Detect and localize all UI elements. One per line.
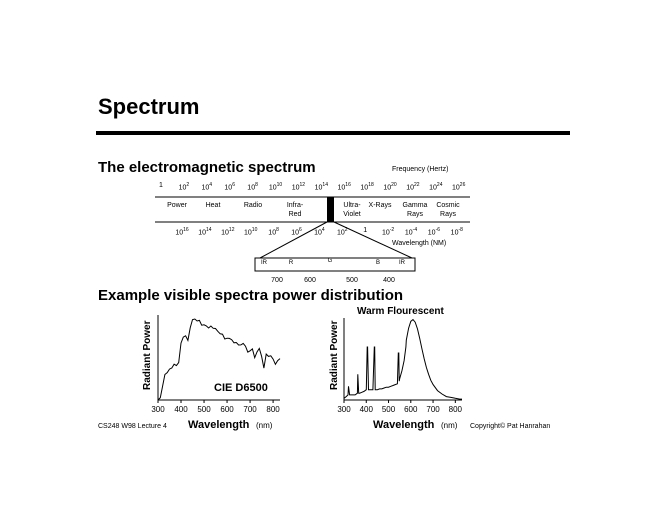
x-tick-label: 700 <box>243 405 257 414</box>
x-tick-label: 400 <box>359 405 373 414</box>
wavelength-label: Wavelength (NM) <box>392 240 447 247</box>
wavelength-tick: $10^6$ <box>291 227 302 237</box>
frequency-tick: $10^{18}$ <box>360 182 374 192</box>
band-label: X-Rays <box>368 202 392 209</box>
band-label: Heat <box>205 202 221 209</box>
frequency-tick: $10^{22}$ <box>406 182 420 192</box>
band-label: Cosmic Rays <box>436 202 460 218</box>
wavelength-tick: $10^{-8}$ <box>450 227 463 237</box>
band-label: Ultra- Violet <box>343 202 361 218</box>
section-visible-spectra: Example visible spectra power distribution <box>98 287 404 304</box>
x-tick-label: 500 <box>197 405 211 414</box>
wavelength-tick: $10^4$ <box>314 227 325 237</box>
x-tick-label: 800 <box>448 405 463 414</box>
visible-tick: 700 <box>271 277 283 284</box>
wavelength-tick: $10^{-6}$ <box>427 227 441 237</box>
frequency-tick: 1 <box>159 182 163 189</box>
visible-tick: 600 <box>304 277 316 284</box>
plot1-xlabel: Wavelength <box>188 419 250 431</box>
frequency-tick: $10^4$ <box>201 182 213 192</box>
wavelength-tick: $10^{12}$ <box>221 227 235 237</box>
x-tick-label: 500 <box>381 405 396 414</box>
wavelength-tick: $10^{-2}$ <box>381 227 395 237</box>
frequency-tick: $10^{24}$ <box>429 182 443 192</box>
visible-bar-label: R <box>288 260 294 266</box>
frequency-tick: $10^8$ <box>247 182 258 192</box>
wavelength-tick: $10^2$ <box>337 227 348 237</box>
wavelength-tick: $10^{14}$ <box>198 227 212 237</box>
plot1-ylabel: Radiant Power <box>142 320 153 390</box>
visible-bar-label: G <box>327 258 333 264</box>
x-tick-label: 600 <box>220 405 234 414</box>
frequency-tick: $10^6$ <box>224 182 235 192</box>
visible-bar-label: IR <box>399 260 405 266</box>
plot2-xunit: (nm) <box>441 421 458 430</box>
frequency-tick: $10^2$ <box>178 182 190 192</box>
plot1-xunit: (nm) <box>256 421 273 430</box>
visible-bar-label: IR <box>261 260 267 266</box>
x-tick-label: 400 <box>174 405 188 414</box>
plot1-title: CIE D6500 <box>214 382 268 394</box>
footer-course: CS248 W98 Lecture 4 <box>98 423 167 430</box>
series-line <box>344 320 462 400</box>
band-label: Power <box>167 202 187 209</box>
wavelength-tick: $10^{-4}$ <box>404 227 418 237</box>
visible-tick: 400 <box>383 277 395 284</box>
wavelength-tick: $10^{10}$ <box>244 227 258 237</box>
band-label: Radio <box>243 202 263 209</box>
plot2-xlabel: Wavelength <box>373 419 435 431</box>
slide-title: Spectrum <box>98 94 200 119</box>
frequency-tick: $10^{20}$ <box>383 182 397 192</box>
section-em-spectrum: The electromagnetic spectrum <box>98 159 316 176</box>
visible-tick: 500 <box>346 277 358 284</box>
footer-copyright: Copyright© Pat Hanrahan <box>470 423 551 430</box>
frequency-tick: $10^{14}$ <box>314 182 328 192</box>
frequency-label: Frequency (Hertz) <box>392 166 449 173</box>
band-label: Gamma Rays <box>402 202 428 218</box>
frequency-tick: $10^{26}$ <box>452 182 466 192</box>
wavelength-tick: $10^{16}$ <box>175 227 189 237</box>
x-tick-label: 700 <box>426 405 440 414</box>
x-tick-label: 300 <box>151 405 165 414</box>
x-tick-label: 800 <box>266 405 280 414</box>
wavelength-tick: $10^8$ <box>268 227 279 237</box>
x-tick-label: 300 <box>337 405 351 414</box>
frequency-tick: $10^{12}$ <box>291 182 306 192</box>
wavelength-tick: 1 <box>363 227 368 234</box>
visible-bar-label: B <box>375 260 381 266</box>
band-label: Infra- Red <box>286 202 304 218</box>
frequency-tick: $10^{10}$ <box>268 182 283 192</box>
plot2-title: Warm Flourescent <box>357 306 444 317</box>
frequency-tick: $10^{16}$ <box>337 182 351 192</box>
plot2-ylabel: Radiant Power <box>329 320 340 390</box>
x-tick-label: 600 <box>404 405 418 414</box>
